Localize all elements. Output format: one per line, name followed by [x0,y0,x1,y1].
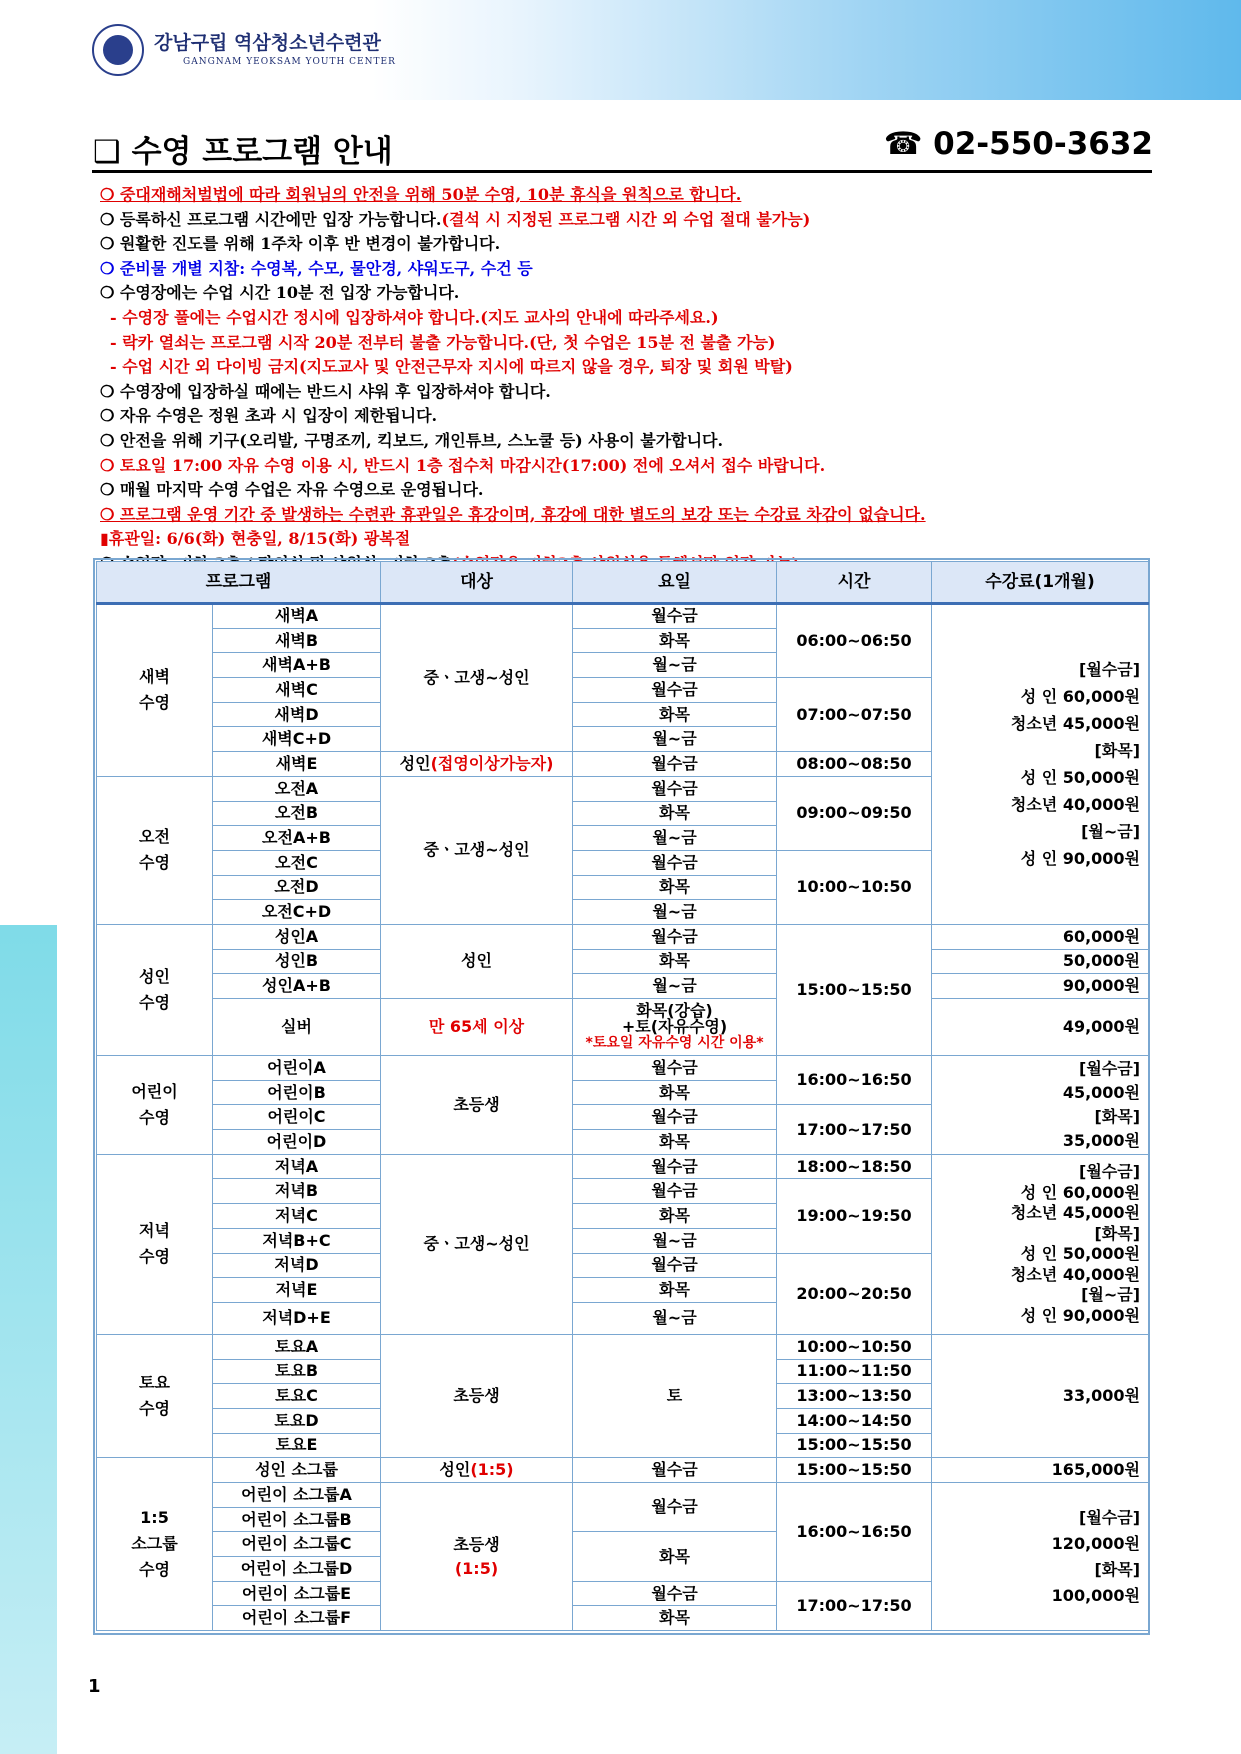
notice-item: ❍ 안전을 위해 기구(오리발, 구명조끼, 킥보드, 개인튜브, 스노쿨 등) 사용이 불가합니다. [100,430,724,450]
notice-item: ❍ 토요일 17:00 자유 수영 이용 시, 반드시 1층 접수처 마감시간(17:00) 전에 오셔서 접수 바랍니다. [100,455,826,475]
class-cell: 어린이 소그룹A [213,1483,381,1508]
days-cell: 월수금 [573,850,777,875]
category-cell: 새벽 수영 [97,604,213,777]
days-cell: 월수금 [573,1458,777,1483]
notice-subitem: - 락카 열쇠는 프로그램 시작 20분 전부터 불출 가능합니다.(단, 첫 수업은 15분 전 불출 가능) [110,332,776,352]
days-cell: 월~금 [573,974,777,999]
class-cell: 어린이 소그룹F [213,1606,381,1631]
class-cell: 저녁B+C [213,1228,381,1253]
class-cell: 오전C [213,850,381,875]
col-header-days: 요일 [573,562,777,604]
target-cell: 중ㆍ고생~성인 [381,1154,573,1334]
notice-item: ❍ 수영장에 입장하실 때에는 반드시 샤워 후 입장하셔야 합니다. [100,381,551,401]
table-row [97,1458,1149,1483]
fee-cell: 165,000원 [932,1458,1149,1483]
table-row [97,999,1149,1056]
days-cell: 월수금 [573,1105,777,1130]
notice-item: ❍ 중대재해처벌법에 따라 회원님의 안전을 위해 50분 수영, 10분 휴식을 원칙으로 합니다. [100,185,742,204]
days-cell: 월~금 [573,1302,777,1334]
table-header-row [97,562,1149,604]
class-cell: 토요E [213,1433,381,1458]
days-cell: 화목 [573,628,777,653]
time-cell: 14:00~14:50 [777,1408,932,1433]
days-cell: 화목(강습) +토(자유수영) *토요일 자유수영 시간 이용* [573,999,777,1056]
class-cell: 토요C [213,1384,381,1409]
notice-item: ❍ 준비물 개별 지참: 수영복, 수모, 물안경, 샤워도구, 수건 등 [100,258,533,278]
class-cell: 성인B [213,949,381,974]
time-cell: 15:00~15:50 [777,924,932,1055]
time-cell: 15:00~15:50 [777,1458,932,1483]
time-cell: 11:00~11:50 [777,1359,932,1384]
fee-cell: 33,000원 [932,1334,1149,1457]
closure-days: ▮휴관일: 6/6(화) 현충일, 8/15(화) 광복절 [100,529,411,549]
fee-cell: [월수금] 45,000원 [화목] 35,000원 [932,1056,1149,1155]
target-cell: 초등생 [381,1334,573,1457]
class-cell: 어린이 소그룹D [213,1557,381,1582]
notice-subitem: - 수영장 풀에는 수업시간 정시에 입장하셔야 합니다.(지도 교사의 안내에 따라주세요.) [110,307,719,327]
time-cell: 16:00~16:50 [777,1056,932,1105]
class-cell: 실버 [213,999,381,1056]
days-cell: 토 [573,1334,777,1457]
category-cell: 오전 수영 [97,776,213,924]
class-cell: 새벽B [213,628,381,653]
days-cell: 월~금 [573,826,777,851]
class-cell: 성인 소그룹 [213,1458,381,1483]
target-cell: 중ㆍ고생~성인 [381,776,573,924]
col-header-time: 시간 [777,562,932,604]
table-row [97,1056,1149,1081]
class-cell: 새벽A [213,604,381,629]
time-cell: 07:00~07:50 [777,678,932,752]
category-cell: 1:5 소그룹 수영 [97,1458,213,1631]
fee-cell: [월수금] 성 인 60,000원 청소년 45,000원 [화목] 성 인 50,000원 청소년 40,000원 [월~금] 성 인 90,000원 [932,1154,1149,1334]
class-cell: 어린이C [213,1105,381,1130]
category-cell: 성인 수영 [97,924,213,1055]
time-cell: 15:00~15:50 [777,1433,932,1458]
title-rule [92,170,1152,173]
class-cell: 새벽A+B [213,653,381,678]
time-cell: 09:00~09:50 [777,776,932,850]
logo-emblem-icon [103,35,133,65]
center-logo [92,24,144,76]
notice-item: ❍ 등록하신 프로그램 시간에만 입장 가능합니다.(결석 시 지정된 프로그램 시간 외 수업 절대 불가능) [100,209,811,229]
days-cell: 화목 [573,1606,777,1631]
days-cell: 화목 [573,1532,777,1581]
table-row [97,1154,1149,1179]
fee-cell: 50,000원 [932,949,1149,974]
page-title: ❑ 수영 프로그램 안내 [93,134,393,170]
class-cell: 성인A+B [213,974,381,999]
days-cell: 월~금 [573,1228,777,1253]
time-cell: 13:00~13:50 [777,1384,932,1409]
days-cell: 화목 [573,1130,777,1155]
class-cell: 저녁B [213,1179,381,1204]
days-cell: 월수금 [573,1154,777,1179]
class-cell: 오전D [213,875,381,900]
class-cell: 저녁E [213,1278,381,1303]
days-cell: 월~금 [573,900,777,925]
days-cell: 월수금 [573,604,777,629]
col-header-target: 대상 [381,562,573,604]
class-cell: 어린이A [213,1056,381,1081]
table-row [97,974,1149,999]
class-cell: 토요A [213,1334,381,1359]
days-cell: 화목 [573,702,777,727]
col-header-fee: 수강료(1개월) [932,562,1149,604]
notice-item: ❍ 프로그램 운영 기간 중 발생하는 수련관 휴관일은 휴강이며, 휴강에 대한 별도의 보강 또는 수강료 차감이 없습니다. [100,504,926,524]
col-header-program: 프로그램 [97,562,381,604]
notice-list [100,183,1160,577]
notice-subitem: - 수업 시간 외 다이빙 금지(지도교사 및 안전근무자 지시에 따르지 않을 경우, 퇴장 및 회원 박탈) [110,357,793,377]
days-cell: 화목 [573,1278,777,1303]
days-cell: 월수금 [573,1253,777,1278]
fee-cell: 60,000원 [932,924,1149,949]
side-band [0,925,57,1754]
class-cell: 새벽D [213,702,381,727]
page-number: 1 [88,1676,101,1697]
notice-item: ❍ 원활한 진도를 위해 1주차 이후 반 변경이 불가합니다. [100,234,501,254]
class-cell: 어린이 소그룹E [213,1581,381,1606]
target-cell: 성인 [381,924,573,998]
time-cell: 16:00~16:50 [777,1483,932,1582]
category-cell: 저녁 수영 [97,1154,213,1334]
days-cell: 화목 [573,1204,777,1229]
days-cell: 화목 [573,875,777,900]
days-cell: 월수금 [573,1483,777,1532]
class-cell: 어린이D [213,1130,381,1155]
notice-item: ❍ 수영장에는 수업 시간 10분 전 입장 가능합니다. [100,283,460,303]
days-cell: 월수금 [573,752,777,777]
target-cell: 초등생 [381,1056,573,1155]
days-cell: 월수금 [573,1581,777,1606]
category-cell: 어린이 수영 [97,1056,213,1155]
fee-cell: [월수금] 성 인 60,000원 청소년 45,000원 [화목] 성 인 50,000원 청소년 40,000원 [월~금] 성 인 90,000원 [932,604,1149,925]
phone-number: ☎ 02-550-3632 [883,126,1153,162]
time-cell: 17:00~17:50 [777,1105,932,1154]
class-cell: 어린이 소그룹C [213,1532,381,1557]
notice-item: ❍ 자유 수영은 정원 초과 시 입장이 제한됩니다. [100,406,438,426]
target-cell: 초등생 (1:5) [381,1483,573,1631]
target-cell: 성인(1:5) [381,1458,573,1483]
class-cell: 토요B [213,1359,381,1384]
fee-cell: [월수금] 120,000원 [화목] 100,000원 [932,1483,1149,1631]
target-cell: 중ㆍ고생~성인 [381,604,573,752]
class-cell: 새벽E [213,752,381,777]
class-cell: 오전A+B [213,826,381,851]
class-cell: 새벽C+D [213,727,381,752]
days-cell: 월수금 [573,924,777,949]
days-cell: 화목 [573,1080,777,1105]
schedule-table [96,561,1149,1631]
time-cell: 20:00~20:50 [777,1253,932,1334]
class-cell: 새벽C [213,678,381,703]
days-cell: 월수금 [573,1179,777,1204]
target-cell: 성인(접영이상가능자) [381,752,573,777]
time-cell: 08:00~08:50 [777,752,932,777]
class-cell: 오전C+D [213,900,381,925]
class-cell: 저녁A [213,1154,381,1179]
time-cell: 17:00~17:50 [777,1581,932,1630]
time-cell: 10:00~10:50 [777,850,932,924]
days-cell: 월수금 [573,678,777,703]
class-cell: 저녁C [213,1204,381,1229]
days-cell: 월수금 [573,1056,777,1081]
class-cell: 오전A [213,776,381,801]
days-cell: 화목 [573,949,777,974]
notice-item: ❍ 매월 마지막 수영 수업은 자유 수영으로 운영됩니다. [100,480,484,500]
time-cell: 10:00~10:50 [777,1334,932,1359]
time-cell: 18:00~18:50 [777,1154,932,1179]
days-cell: 화목 [573,801,777,826]
class-cell: 어린이 소그룹B [213,1507,381,1532]
days-cell: 월~금 [573,653,777,678]
class-cell: 저녁D+E [213,1302,381,1334]
class-cell: 토요D [213,1408,381,1433]
category-cell: 토요 수영 [97,1334,213,1457]
org-name-en: GANGNAM YEOKSAM YOUTH CENTER [183,57,396,67]
time-cell: 06:00~06:50 [777,604,932,678]
org-name: 강남구립 역삼청소년수련관 [154,32,381,54]
table-row [97,924,1149,949]
class-cell: 오전B [213,801,381,826]
table-row [97,604,1149,629]
table-row [97,949,1149,974]
time-cell: 19:00~19:50 [777,1179,932,1253]
class-cell: 저녁D [213,1253,381,1278]
target-cell: 만 65세 이상 [381,999,573,1056]
table-row [97,1334,1149,1359]
class-cell: 어린이B [213,1080,381,1105]
days-cell: 월~금 [573,727,777,752]
class-cell: 성인A [213,924,381,949]
fee-cell: 90,000원 [932,974,1149,999]
days-cell: 월수금 [573,776,777,801]
fee-cell: 49,000원 [932,999,1149,1056]
table-row [97,1483,1149,1508]
